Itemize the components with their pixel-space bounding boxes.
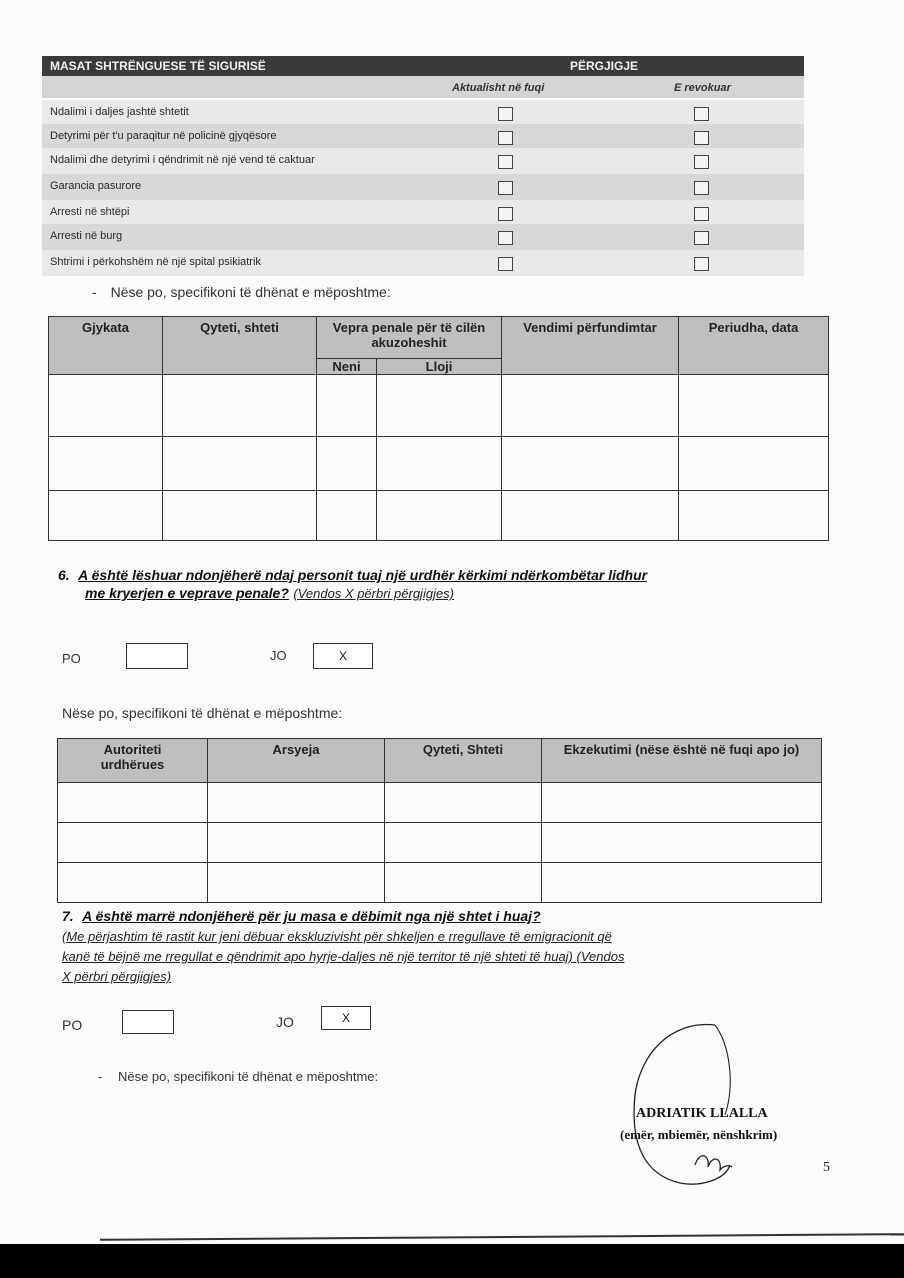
- header-execution: Ekzekutimi (nëse është në fuqi apo jo): [542, 739, 822, 783]
- question-7-note-1: (Me përjashtim të rastit kur jeni dëbuar ekskluzivisht për shkeljen e rregullave të emigracionit që: [62, 929, 612, 944]
- q7-yes-box[interactable]: [122, 1010, 174, 1034]
- table-row: [49, 375, 829, 437]
- cell[interactable]: [163, 437, 317, 491]
- q7-yes-label: PO: [62, 1017, 83, 1033]
- cell[interactable]: [58, 783, 208, 823]
- security-measure-label: Shtrimi i përkohshëm në një spital psikiatrik: [50, 256, 261, 268]
- current-checkbox[interactable]: [498, 155, 513, 169]
- cell[interactable]: [208, 823, 385, 863]
- header-period: Periudha, data: [679, 317, 829, 375]
- security-measure-row: [42, 148, 804, 174]
- current-checkbox[interactable]: [498, 231, 513, 245]
- signature-scribble-icon: [600, 1015, 760, 1195]
- q7-no-box[interactable]: X: [321, 1006, 371, 1030]
- cell[interactable]: [679, 491, 829, 541]
- question-7-number: 7.: [62, 908, 74, 924]
- scan-border: [0, 1244, 904, 1278]
- cell[interactable]: [163, 375, 317, 437]
- header-city: Qyteti, Shteti: [385, 739, 542, 783]
- question-7-note-3: X përbri përgjigjes): [62, 969, 172, 984]
- cell[interactable]: [502, 375, 679, 437]
- cell[interactable]: [679, 375, 829, 437]
- q6-no-label: JO: [270, 648, 287, 663]
- question-7-note-2: kanë të bëjnë me rregullat e qëndrimit apo hyrje-daljes në një territor të një shteti të huaj) (Vendos: [62, 949, 625, 964]
- table-row: [49, 491, 829, 541]
- col-revoked-label: E revokuar: [674, 82, 731, 94]
- question-6: [58, 567, 848, 603]
- question-7: [62, 906, 852, 987]
- cell[interactable]: [679, 437, 829, 491]
- security-measure-label: Detyrimi për t'u paraqitur në policinë gjyqësore: [50, 130, 277, 142]
- q6-yes-label: PO: [62, 651, 81, 666]
- security-measures-title: MASAT SHTRËNGUESE TË SIGURISË: [50, 59, 266, 73]
- cell[interactable]: [542, 863, 822, 903]
- revoked-checkbox[interactable]: [694, 181, 709, 195]
- table-row: [49, 437, 829, 491]
- cell[interactable]: [385, 863, 542, 903]
- security-measure-row: [42, 124, 804, 150]
- security-measure-row: [42, 174, 804, 200]
- table-row: [58, 823, 822, 863]
- specify-note-2: Nëse po, specifikoni të dhënat e mëposhtme:: [62, 705, 343, 721]
- cell[interactable]: [49, 491, 163, 541]
- cell[interactable]: [58, 863, 208, 903]
- warrant-table: [57, 738, 822, 903]
- current-checkbox[interactable]: [498, 131, 513, 145]
- cell[interactable]: [58, 823, 208, 863]
- security-measure-row: [42, 200, 804, 226]
- revoked-checkbox[interactable]: [694, 207, 709, 221]
- cell[interactable]: [377, 437, 502, 491]
- dash: -: [98, 1069, 103, 1084]
- cell[interactable]: [542, 783, 822, 823]
- security-measure-label: Arresti në shtëpi: [50, 206, 130, 218]
- cell[interactable]: [377, 491, 502, 541]
- question-6-note: (Vendos X përbri përgjigjes): [293, 586, 455, 601]
- response-header: PËRGJIGJE: [570, 59, 639, 73]
- security-measure-label: Garancia pasurore: [50, 180, 142, 192]
- specify-note-3: [98, 1069, 378, 1084]
- col-current-label: Aktualisht në fuqi: [452, 82, 545, 94]
- header-type: Lloji: [377, 359, 502, 375]
- cell[interactable]: [49, 375, 163, 437]
- revoked-checkbox[interactable]: [694, 231, 709, 245]
- question-6-number: 6.: [58, 567, 70, 583]
- q7-no-label: JO: [276, 1014, 294, 1030]
- security-measure-row: [42, 224, 804, 250]
- header-verdict: Vendimi përfundimtar: [502, 317, 679, 375]
- current-checkbox[interactable]: [498, 257, 513, 271]
- revoked-checkbox[interactable]: [694, 131, 709, 145]
- cell[interactable]: [49, 437, 163, 491]
- security-measure-label: Ndalimi dhe detyrimi i qëndrimit në një vend të caktuar: [50, 154, 315, 166]
- specify-note-1: [92, 284, 391, 300]
- cell[interactable]: [542, 823, 822, 863]
- cell[interactable]: [208, 863, 385, 903]
- security-measure-row: [42, 250, 804, 276]
- question-6-title-1: A është lëshuar ndonjëherë ndaj personit tuaj një urdhër kërkimi ndërkombëtar lidhur: [78, 567, 648, 583]
- court-table: [48, 316, 829, 541]
- table-row: [58, 863, 822, 903]
- header-reason: Arsyeja: [208, 739, 385, 783]
- current-checkbox[interactable]: [498, 207, 513, 221]
- cell[interactable]: [385, 823, 542, 863]
- header-article: Neni: [317, 359, 377, 375]
- security-measure-label: Ndalimi i daljes jashtë shtetit: [50, 106, 189, 118]
- cell[interactable]: [317, 437, 377, 491]
- cell[interactable]: [385, 783, 542, 823]
- signature-caption: (emër, mbiemër, nënshkrim): [620, 1127, 778, 1142]
- specify-note-1-text: Nëse po, specifikoni të dhënat e mëposhtme:: [110, 284, 391, 300]
- cell[interactable]: [317, 491, 377, 541]
- header-offense: Vepra penale për të cilën akuzoheshit: [317, 317, 502, 359]
- current-checkbox[interactable]: [498, 107, 513, 121]
- q6-yes-box[interactable]: [126, 643, 188, 669]
- cell[interactable]: [502, 437, 679, 491]
- page-number: 5: [823, 1160, 830, 1175]
- cell[interactable]: [163, 491, 317, 541]
- cell[interactable]: [377, 375, 502, 437]
- scan-edge-line: [100, 1233, 904, 1241]
- security-measure-label: Arresti në burg: [50, 230, 123, 242]
- security-measures-subheader: [42, 76, 804, 98]
- header-court: Gjykata: [49, 317, 163, 375]
- table-row: [58, 783, 822, 823]
- revoked-checkbox[interactable]: [694, 107, 709, 121]
- revoked-checkbox[interactable]: [694, 155, 709, 169]
- cell[interactable]: [317, 375, 377, 437]
- q6-no-box[interactable]: X: [313, 643, 373, 669]
- cell[interactable]: [502, 491, 679, 541]
- header-city: Qyteti, shteti: [163, 317, 317, 375]
- signatory-name: ADRIATIK LLALLA: [636, 1106, 768, 1121]
- specify-note-3-text: Nëse po, specifikoni të dhënat e mëposhtme:: [117, 1069, 379, 1084]
- revoked-checkbox[interactable]: [694, 257, 709, 271]
- question-6-title-2: me kryerjen e veprave penale?: [85, 585, 289, 601]
- current-checkbox[interactable]: [498, 181, 513, 195]
- security-measures-header: [42, 56, 804, 76]
- cell[interactable]: [208, 783, 385, 823]
- dash: -: [92, 284, 97, 300]
- header-authority: Autoriteti urdhërues: [58, 739, 208, 783]
- question-7-title: A është marrë ndonjëherë për ju masa e dëbimit nga një shtet i huaj?: [82, 908, 541, 924]
- security-measure-row: [42, 100, 804, 126]
